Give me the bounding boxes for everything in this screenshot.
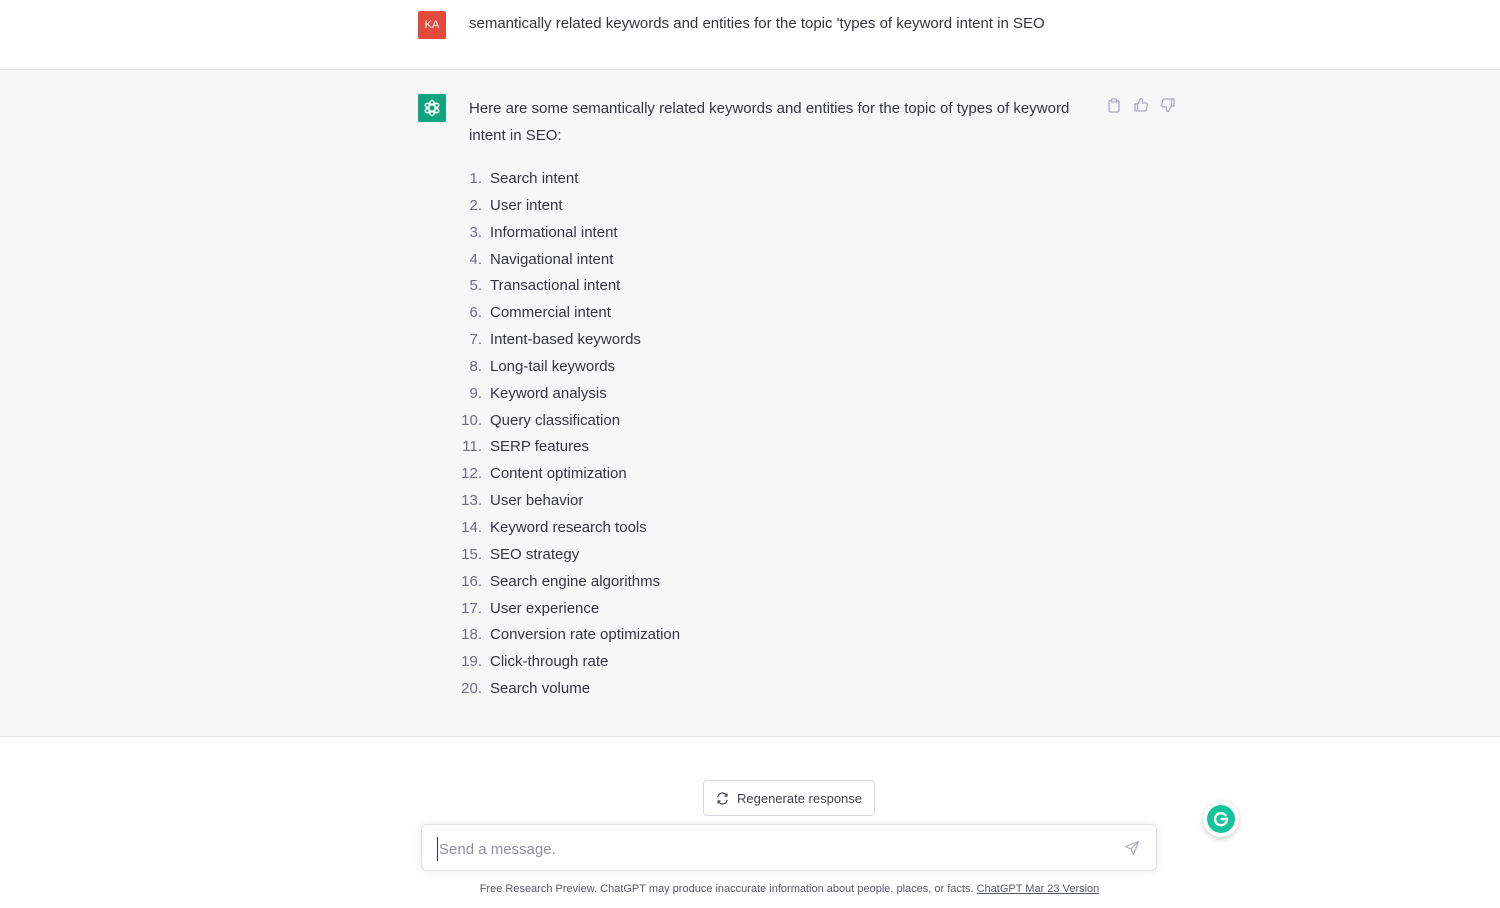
thumbs-down-icon	[1160, 97, 1176, 113]
list-item-number: 5.	[469, 277, 482, 295]
list-item-label: Content optimization	[490, 465, 627, 483]
list-item-number: 12.	[461, 465, 482, 483]
list-item-label: User intent	[490, 196, 563, 214]
list-item	[455, 676, 680, 703]
send-button[interactable]	[1124, 840, 1142, 858]
list-item	[455, 193, 680, 220]
list-item-label: Click-through rate	[490, 653, 609, 671]
list-item-label: SEO strategy	[490, 545, 580, 563]
paper-plane-icon	[1124, 840, 1140, 856]
version-link[interactable]: ChatGPT Mar 23 Version	[976, 883, 1100, 895]
list-item	[455, 488, 680, 515]
list-item-label: Transactional intent	[490, 277, 621, 295]
list-item-number: 19.	[461, 653, 482, 671]
list-item-label: Search volume	[490, 680, 591, 698]
list-item-label: Commercial intent	[490, 304, 611, 322]
list-item-label: SERP features	[490, 438, 589, 456]
list-item	[455, 327, 680, 354]
list-item-number: 15.	[461, 545, 482, 563]
list-item-number: 4.	[469, 250, 482, 268]
list-item-number: 10.	[461, 411, 482, 429]
list-item-number: 13.	[461, 492, 482, 510]
list-item-label: Keyword research tools	[490, 518, 647, 536]
user-message-text: semantically related keywords and entities for the topic 'types of keyword intent in SEO	[469, 15, 1045, 32]
list-item	[455, 515, 680, 542]
footer-text: Free Research Preview. ChatGPT may produce inaccurate information about people, places, or facts.	[479, 883, 974, 895]
assistant-intro-text: Here are some semantically related keywords and entities for the topic of types of keyword intent in SEO:	[469, 100, 1070, 144]
list-item	[455, 247, 680, 274]
message-actions	[1105, 96, 1177, 114]
list-item-label: Intent-based keywords	[490, 331, 641, 349]
list-item-label: Search engine algorithms	[490, 572, 661, 590]
grammarly-icon	[1207, 805, 1235, 833]
message-input[interactable]	[437, 837, 1101, 861]
list-item-number: 17.	[461, 599, 482, 617]
copy-button[interactable]	[1105, 96, 1123, 114]
keyword-list	[455, 166, 680, 703]
refresh-icon	[716, 792, 729, 805]
list-item	[455, 220, 680, 247]
list-item	[455, 166, 680, 193]
list-item-number: 8.	[469, 357, 482, 375]
assistant-message-row	[0, 70, 1500, 737]
list-item-number: 14.	[461, 518, 482, 536]
list-item-label: Keyword analysis	[490, 384, 607, 402]
list-item-number: 18.	[461, 626, 482, 644]
thumbs-down-button[interactable]	[1159, 96, 1177, 114]
list-item-number: 6.	[469, 304, 482, 322]
list-item	[455, 461, 680, 488]
clipboard-icon	[1107, 98, 1121, 113]
list-item-label: Navigational intent	[490, 250, 614, 268]
list-item	[455, 434, 680, 461]
list-item-number: 7.	[469, 331, 482, 349]
list-item-number: 9.	[469, 384, 482, 402]
list-item-number: 20.	[461, 680, 482, 698]
list-item	[455, 542, 680, 569]
user-avatar: KA	[418, 11, 446, 39]
regenerate-response-button[interactable]	[703, 780, 875, 816]
list-item-number: 1.	[469, 170, 482, 187]
list-item	[455, 622, 680, 649]
list-item-number: 11.	[462, 438, 482, 456]
thumbs-up-button[interactable]	[1132, 96, 1150, 114]
list-item	[455, 273, 680, 300]
list-item	[455, 596, 680, 623]
list-item-label: User behavior	[490, 492, 584, 510]
list-item	[455, 381, 680, 408]
chatgpt-logo-icon	[418, 94, 446, 122]
list-item-label: User experience	[490, 599, 600, 617]
list-item	[455, 569, 680, 596]
list-item-number: 2.	[469, 196, 482, 214]
message-composer	[421, 824, 1157, 871]
list-item-number: 3.	[469, 223, 482, 241]
list-item-number: 16.	[461, 572, 482, 590]
list-item	[455, 649, 680, 676]
thumbs-up-icon	[1133, 97, 1149, 113]
user-message-row	[0, 0, 1500, 70]
list-item-label: Informational intent	[490, 223, 618, 241]
list-item-label: Conversion rate optimization	[490, 626, 681, 644]
list-item-label: Query classification	[490, 411, 621, 429]
list-item-label: Long-tail keywords	[490, 357, 616, 375]
footer-disclaimer	[0, 883, 1500, 895]
list-item-label: Search intent	[490, 170, 579, 187]
regenerate-response-label: Regenerate response	[736, 790, 863, 806]
list-item	[455, 408, 680, 435]
grammarly-button[interactable]	[1203, 801, 1239, 837]
list-item	[455, 354, 680, 381]
list-item	[455, 300, 680, 327]
